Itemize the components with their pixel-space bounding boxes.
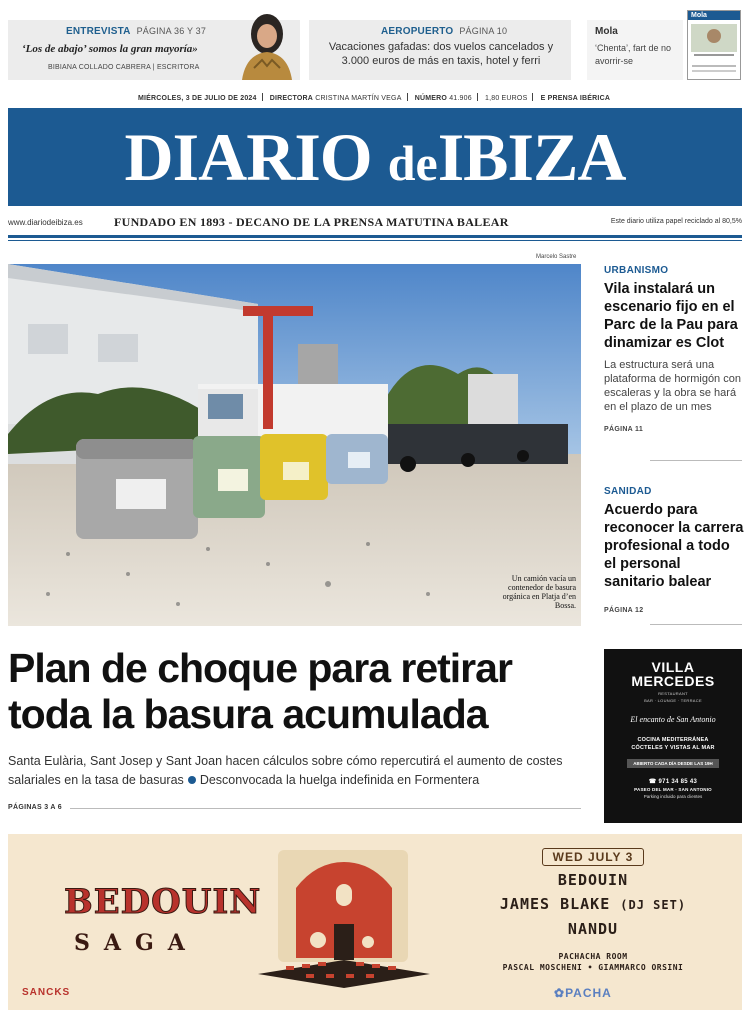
- bullet-icon: [188, 776, 196, 784]
- lead-headline[interactable]: Plan de choque para retirar toda la basura acumulada: [8, 645, 512, 737]
- photo-caption: Un camión vacía un contenedor de basura orgánica en Platja d’en Bossa.: [502, 574, 576, 610]
- villa-mercedes-ad[interactable]: [604, 649, 742, 823]
- ad-artwork-illustration: [256, 848, 432, 992]
- mini-cover-image: [688, 20, 740, 60]
- airport-kicker: AEROPUERTO PÁGINA 10: [381, 26, 508, 37]
- mola-promo[interactable]: [587, 20, 683, 80]
- villa-sub2: BAR · LOUNGE · TERRACE: [644, 698, 702, 703]
- sanidad-page: PÁGINA 12: [604, 607, 644, 614]
- website-link[interactable]: www.diariodeibiza.es: [8, 218, 83, 227]
- masthead-title: DIARIO deIBIZA: [124, 118, 626, 195]
- bedouin-logo: BEDOUIN: [64, 882, 262, 922]
- villa-hours-badge: ABIERTO CADA DÍA DESDE LAS 19H: [627, 759, 719, 768]
- room-acts: PASCAL MOSCHENI • GIAMMARCO ORSINI: [502, 963, 684, 972]
- sancks-brand: SANCKS: [22, 987, 71, 998]
- masthead[interactable]: [8, 108, 742, 206]
- interview-promo[interactable]: [8, 20, 300, 80]
- lead-deck: Santa Eulària, Sant Josep y Sant Joan hacen cálculos sobre cómo repercutirá el aumento de costes salariales en la tasa de basuras Desconvocada la huelga indefinida en Formentera: [8, 754, 563, 787]
- villa-cocina: COCINA MEDITERRÁNEA CÓCTELES Y VISTAS AL MAR: [631, 737, 715, 751]
- garbage-truck-photo: [8, 264, 581, 626]
- airport-promo[interactable]: [309, 20, 571, 80]
- mola-kicker: Mola: [595, 26, 618, 37]
- sanidad-kicker: SANIDAD: [604, 486, 652, 497]
- founded-tagline: FUNDADO EN 1893 - DECANO DE LA PRENSA MATUTINA BALEAR: [114, 215, 509, 229]
- sanidad-story[interactable]: [604, 486, 744, 614]
- cherries-icon: ✿: [554, 986, 566, 1000]
- urbanismo-page: PÁGINA 11: [604, 426, 644, 433]
- lead-pages: PÁGINAS 3 A 6: [8, 804, 62, 811]
- lineup-act: NANDU: [567, 920, 619, 938]
- saga-logo: SAGA: [74, 930, 199, 956]
- lineup-act: BEDOUIN: [557, 871, 629, 889]
- meta-bar: MIÉRCOLES, 3 DE JULIO DE 2024 DIRECTORA CRISTINA MARTÍN VEGA NÚMERO 41.906 1,80 EUROS E PRENSA IBÉRICA: [138, 95, 611, 102]
- interview-portrait-image: [234, 8, 300, 80]
- villa-sub: RESTAURANT: [658, 691, 688, 696]
- bedouin-saga-ad[interactable]: [8, 834, 742, 1010]
- divider: [8, 240, 742, 241]
- sanidad-headline[interactable]: Acuerdo para reconocer la carrera profesional a todo el personal sanitario balear: [604, 502, 744, 590]
- divider: [70, 808, 581, 809]
- villa-logo-line1: VILLA: [651, 659, 695, 675]
- villa-tagline: El encanto de San Antonio: [630, 715, 716, 724]
- interview-kicker: ENTREVISTA PÁGINA 36 Y 37: [66, 26, 207, 37]
- pacha-logo: ✿PACHA: [554, 986, 612, 1000]
- airport-text: Vacaciones gafadas: dos vuelos cancelados y 3.000 euros de más en taxis, hotel y ferri: [328, 41, 554, 67]
- issue-date: MIÉRCOLES, 3 DE JULIO DE 2024: [138, 95, 257, 102]
- prensa-iberica-icon: E: [540, 95, 546, 102]
- urbanismo-headline[interactable]: Vila instalará un escenario fijo en el Parc de la Pau para dinamizar es Clot: [604, 281, 738, 351]
- event-date: WED JULY 3: [542, 848, 645, 866]
- issue-number: 41.906: [449, 95, 472, 102]
- divider: [650, 460, 742, 461]
- interview-author: BIBIANA COLLADO CABRERA | ESCRITORA: [48, 64, 200, 71]
- mini-cover-title: Mola: [688, 11, 740, 20]
- villa-logo-line2: MERCEDES: [631, 673, 715, 689]
- mola-text: ‘Chenta’, fart de no avorrir-se: [595, 43, 672, 66]
- photo-credit: Marcelo Sastre: [536, 254, 577, 260]
- divider: [650, 624, 742, 625]
- room-title: PACHACHA ROOM: [558, 952, 628, 961]
- urbanismo-kicker: URBANISMO: [604, 265, 669, 276]
- publisher: PRENSA IBÉRICA: [547, 95, 611, 102]
- director-name: CRISTINA MARTÍN VEGA: [315, 95, 402, 102]
- mola-mini-cover[interactable]: [687, 10, 741, 80]
- lineup-act: JAMES BLAKE (DJ SET): [499, 895, 687, 913]
- urbanismo-body: La estructura será una plataforma de hormigón con escaleras y la obra se hará en el plazo de un mes: [604, 359, 741, 413]
- interview-quote: ‘Los de abajo’ somos la gran mayoría»: [22, 43, 198, 55]
- issue-price: 1,80 EUROS: [484, 95, 528, 102]
- event-lineup: [458, 848, 728, 973]
- divider: [8, 235, 742, 238]
- mini-cover-line: [692, 65, 736, 67]
- top-promo-strip: [8, 6, 742, 84]
- mini-cover-line: [692, 70, 736, 72]
- masthead-subline: [8, 212, 742, 232]
- villa-address: PASEO DEL MAR - SAN ANTONIO: [634, 787, 712, 792]
- villa-parking: Parking incluido para clientes: [643, 794, 703, 799]
- villa-phone: ☎ 971 34 85 43: [648, 779, 698, 785]
- recycled-paper-note: Este diario utiliza papel reciclado al 80,5%: [610, 218, 742, 225]
- main-photo[interactable]: [8, 264, 581, 626]
- phone-icon: ☎: [648, 779, 659, 785]
- urbanismo-story[interactable]: [604, 265, 744, 433]
